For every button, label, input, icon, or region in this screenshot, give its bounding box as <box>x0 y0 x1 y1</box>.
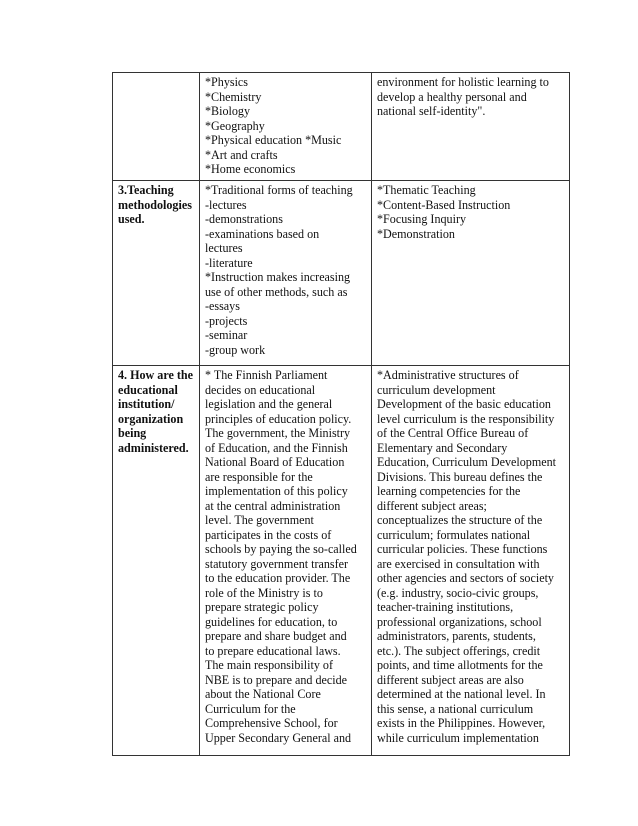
cell-text-line: other agencies and sectors of society <box>377 571 554 585</box>
cell-text-line: Development of the basic education <box>377 397 551 411</box>
cell-text-line: 4. How are the <box>118 368 194 382</box>
cell-text-line: -seminar <box>205 328 248 342</box>
cell-text-line: * The Finnish Parliament <box>205 368 328 382</box>
cell-text-line: -group work <box>205 342 266 357</box>
cell-text-line: points, and time allotments for the <box>377 658 543 672</box>
cell-text-line: learning competencies for the <box>377 484 521 498</box>
cell-text-line: principles of education policy. <box>205 411 352 426</box>
cell-text-line: *Demonstration <box>377 226 455 241</box>
cell-text-line: Upper Secondary General and <box>205 730 352 745</box>
cell-text-line: exists in the Philippines. However, <box>377 716 546 730</box>
cell-text-line: decides on educational <box>205 382 316 397</box>
cell-text-line: *Traditional forms of teaching <box>205 183 353 197</box>
cell-text-line: curriculum; formulates national <box>377 527 531 542</box>
cell-text-line: to prepare educational laws. <box>205 643 341 658</box>
cell-text-line: -essays <box>205 299 240 313</box>
cell-text-line: etc.). The subject offerings, credit <box>377 643 541 658</box>
cell-text-line: this sense, a national curriculum <box>377 701 534 716</box>
cell-text-line: *Art and crafts <box>205 147 278 162</box>
cell-text-line: *Thematic Teaching <box>377 183 476 197</box>
cell-text-line: schools by paying the so-called <box>205 542 357 556</box>
cell-text-line: *Administrative structures of <box>377 368 519 382</box>
cell-text-line: of Education, and the Finnish <box>205 440 348 455</box>
cell-text-line: develop a healthy personal and <box>377 89 527 104</box>
cell-text-line: (e.g. industry, socio-civic groups, <box>377 585 539 600</box>
cell-text-line: level. The government <box>205 513 314 527</box>
cell-text-line: at the central administration <box>205 498 341 513</box>
cell-text-line: National Board of Education <box>205 455 345 469</box>
cell-text-line: *Home economics <box>205 162 296 176</box>
cell-text-line: implementation of this policy <box>205 484 348 498</box>
cell-text-line: to the education provider. The <box>205 571 351 585</box>
cell-text-line: -literature <box>205 255 253 270</box>
cell-text-line: *Physical education *Music <box>205 133 342 147</box>
table-row <box>113 73 570 181</box>
cell-text-line: being <box>118 426 147 440</box>
cell-text-line: while curriculum implementation <box>377 730 539 745</box>
cell-text-line: administered. <box>118 440 189 455</box>
cell-text-line: prepare strategic policy <box>205 600 319 614</box>
cell-text-line: The main responsibility of <box>205 658 333 672</box>
cell-text-line: curricular policies. These functions <box>377 542 548 556</box>
cell-text-line: Elementary and Secondary <box>377 440 508 455</box>
cell-text-line: -lectures <box>205 197 247 212</box>
cell-text-line: conceptualizes the structure of the <box>377 513 543 527</box>
cell-text-line: Education, Curriculum Development <box>377 455 557 469</box>
finland-cell <box>200 181 372 366</box>
cell-text-line: national self-identity". <box>377 104 486 118</box>
cell-text-line: teacher-training institutions, <box>377 600 514 614</box>
cell-text-line: are responsible for the <box>205 469 313 484</box>
cell-text-line: *Instruction makes increasing <box>205 270 351 284</box>
philippines-cell <box>372 366 570 756</box>
cell-text-line: 3.Teaching <box>118 183 174 197</box>
cell-text-line: about the National Core <box>205 687 321 701</box>
cell-text-line: prepare and share budget and <box>205 629 347 643</box>
row-heading-cell <box>113 181 200 366</box>
cell-text-line: level curriculum is the responsibility <box>377 411 555 426</box>
cell-text-line: statutory government transfer <box>205 556 349 571</box>
cell-text-line: legislation and the general <box>205 397 333 411</box>
cell-text-line: guidelines for education, to <box>205 614 338 629</box>
philippines-cell <box>372 73 570 181</box>
cell-text-line: different subject areas are also <box>377 672 524 687</box>
cell-text-line: *Content-Based Instruction <box>377 197 511 212</box>
philippines-cell <box>372 181 570 366</box>
row-heading-cell <box>113 366 200 756</box>
table-row <box>113 366 570 756</box>
cell-text-line: participates in the costs of <box>205 527 332 542</box>
cell-text-line: organization <box>118 411 184 426</box>
cell-text-line: determined at the national level. In <box>377 687 546 701</box>
cell-text-line: of the Central Office Bureau of <box>377 426 529 440</box>
cell-text-line: Divisions. This bureau defines the <box>377 469 543 484</box>
cell-text-line: role of the Ministry is to <box>205 585 323 600</box>
cell-text-line: NBE is to prepare and decide <box>205 672 348 687</box>
cell-text-line: curriculum development <box>377 382 496 397</box>
cell-text-line: institution/ <box>118 397 175 411</box>
cell-text-line: are exercised in consultation with <box>377 556 540 571</box>
cell-text-line: *Biology <box>205 104 251 118</box>
cell-text-line: -projects <box>205 313 248 328</box>
cell-text-line: *Chemistry <box>205 89 262 104</box>
row-heading-cell <box>113 73 200 181</box>
cell-text-line: use of other methods, such as <box>205 284 348 299</box>
cell-text-line: used. <box>118 212 145 226</box>
cell-text-line: different subject areas; <box>377 498 487 513</box>
cell-text-line: *Physics <box>205 75 249 89</box>
cell-text-line: educational <box>118 382 178 397</box>
finland-cell <box>200 366 372 756</box>
cell-text-line: professional organizations, school <box>377 614 542 629</box>
cell-text-line: The government, the Ministry <box>205 426 351 440</box>
finland-cell <box>200 73 372 181</box>
cell-text-line: methodologies <box>118 197 192 212</box>
cell-text-line: *Focusing Inquiry <box>377 212 467 226</box>
cell-text-line: *Geography <box>205 118 265 133</box>
cell-text-line: -demonstrations <box>205 212 283 226</box>
cell-text-line: environment for holistic learning to <box>377 75 549 89</box>
cell-text-line: Comprehensive School, for <box>205 716 338 730</box>
table-row <box>113 181 570 366</box>
cell-text-line: -examinations based on <box>205 226 320 241</box>
cell-text-line: lectures <box>205 241 243 255</box>
cell-text-line: Curriculum for the <box>205 701 296 716</box>
comparison-table <box>112 72 570 756</box>
cell-text-line: administrators, parents, students, <box>377 629 536 643</box>
